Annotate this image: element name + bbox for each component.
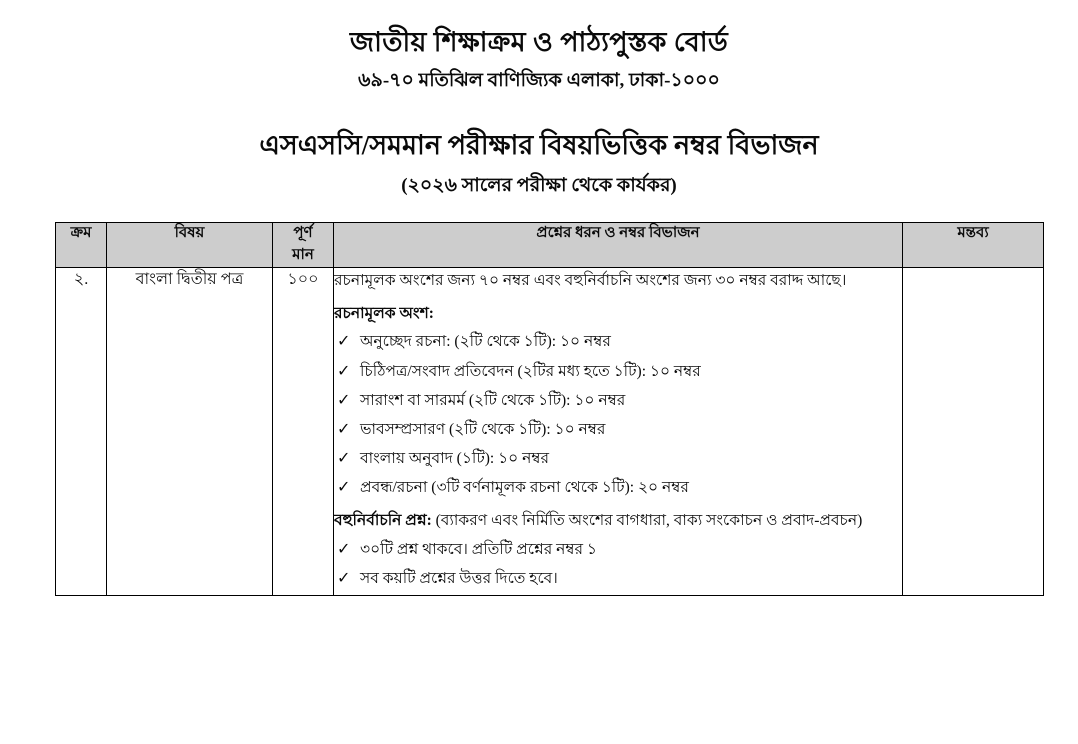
list-item-label: ৩০টি প্রশ্ন থাকবে। প্রতিটি প্রশ্নের নম্বর ১ [360, 540, 597, 558]
cell-question-breakdown [334, 267, 903, 596]
list-item-label: অনুচ্ছেদ রচনা: (২টি থেকে ১টি): ১০ নম্বর [360, 333, 611, 351]
list-item-label: চিঠিপত্র/সংবাদ প্রতিবেদন (২টির মধ্য হতে ১টি): ১০ নম্বর [360, 362, 701, 380]
table-header [56, 223, 1044, 268]
check-icon: ✓ [337, 538, 351, 558]
marks-distribution-table-wrapper [55, 222, 1038, 596]
table-header-row [56, 223, 1044, 268]
check-icon: ✓ [337, 418, 351, 438]
breakdown-intro-text: রচনামূলক অংশের জন্য ৭০ নম্বর এবং বহুনির্বাচনি অংশের জন্য ৩০ নম্বর বরাদ্দ আছে। [334, 271, 847, 289]
list-item [334, 446, 902, 471]
page-subtitle: (২০২৬ সালের পরীক্ষা থেকে কার্যকর) [401, 175, 677, 197]
list-item [334, 417, 902, 442]
check-icon: ✓ [337, 567, 351, 587]
check-icon: ✓ [337, 476, 351, 496]
column-header-full-marks-line1: পূর্ণ [293, 225, 313, 241]
organization-address: ৬৯-৭০ মতিঝিল বাণিজ্যিক এলাকা, ঢাকা-১০০০ [358, 69, 720, 91]
essay-items-list [334, 329, 902, 500]
check-icon: ✓ [337, 447, 351, 467]
section-heading-mcq [334, 509, 902, 534]
list-item [334, 475, 902, 500]
section-heading-mcq-label: বহুনির্বাচনি প্রশ্ন: [334, 512, 432, 530]
document-header [0, 0, 1078, 199]
mcq-items-list [334, 537, 902, 591]
cell-full-marks: ১০০ [273, 267, 334, 596]
marks-distribution-table [55, 222, 1044, 596]
list-item-label: প্রবন্ধ/রচনা (৩টি বর্ণনামূলক রচনা থেকে ১টি): ২০ নম্বর [360, 478, 689, 496]
section-heading-essay-label: রচনামূলক অংশ: [334, 304, 434, 322]
cell-subject: বাংলা দ্বিতীয় পত্র [107, 267, 273, 596]
page-title: এসএসসি/সমমান পরীক্ষার বিষয়ভিত্তিক নম্বর বিভাজন [259, 130, 819, 161]
cell-remarks [903, 267, 1044, 596]
list-item-label: ভাবসম্প্রসারণ (২টি থেকে ১টি): ১০ নম্বর [360, 420, 606, 438]
column-header-serial: ক্রম [56, 223, 107, 268]
check-icon: ✓ [337, 331, 351, 351]
list-item-label: বাংলায় অনুবাদ (১টি): ১০ নম্বর [360, 449, 550, 467]
check-icon: ✓ [337, 360, 351, 380]
list-item [334, 537, 902, 562]
table-body [56, 267, 1044, 596]
list-item-label: সারাংশ বা সারমর্ম (২টি থেকে ১টি): ১০ নম্বর [360, 391, 626, 409]
check-icon: ✓ [337, 389, 351, 409]
list-item-label: সব কয়টি প্রশ্নের উত্তর দিতে হবে। [360, 569, 558, 587]
organization-name: জাতীয় শিক্ষাক্রম ও পাঠ্যপুস্তক বোর্ড [349, 27, 729, 57]
column-header-subject: বিষয় [107, 223, 273, 268]
section-heading-essay [334, 302, 902, 327]
cell-serial: ২. [56, 267, 107, 596]
column-header-remarks: মন্তব্য [903, 223, 1044, 268]
list-item [334, 566, 902, 591]
table-row [56, 267, 1044, 596]
section-heading-mcq-scope: (ব্যাকরণ এবং নির্মিতি অংশের বাগধারা, বাক্য সংকোচন ও প্রবাদ-প্রবচন) [431, 512, 863, 530]
list-item [334, 329, 902, 354]
list-item [334, 359, 902, 384]
column-header-question-type: প্রশ্নের ধরন ও নম্বর বিভাজন [334, 223, 903, 268]
column-header-full-marks-line2: মান [292, 246, 314, 263]
list-item [334, 388, 902, 413]
column-header-full-marks [273, 223, 334, 268]
